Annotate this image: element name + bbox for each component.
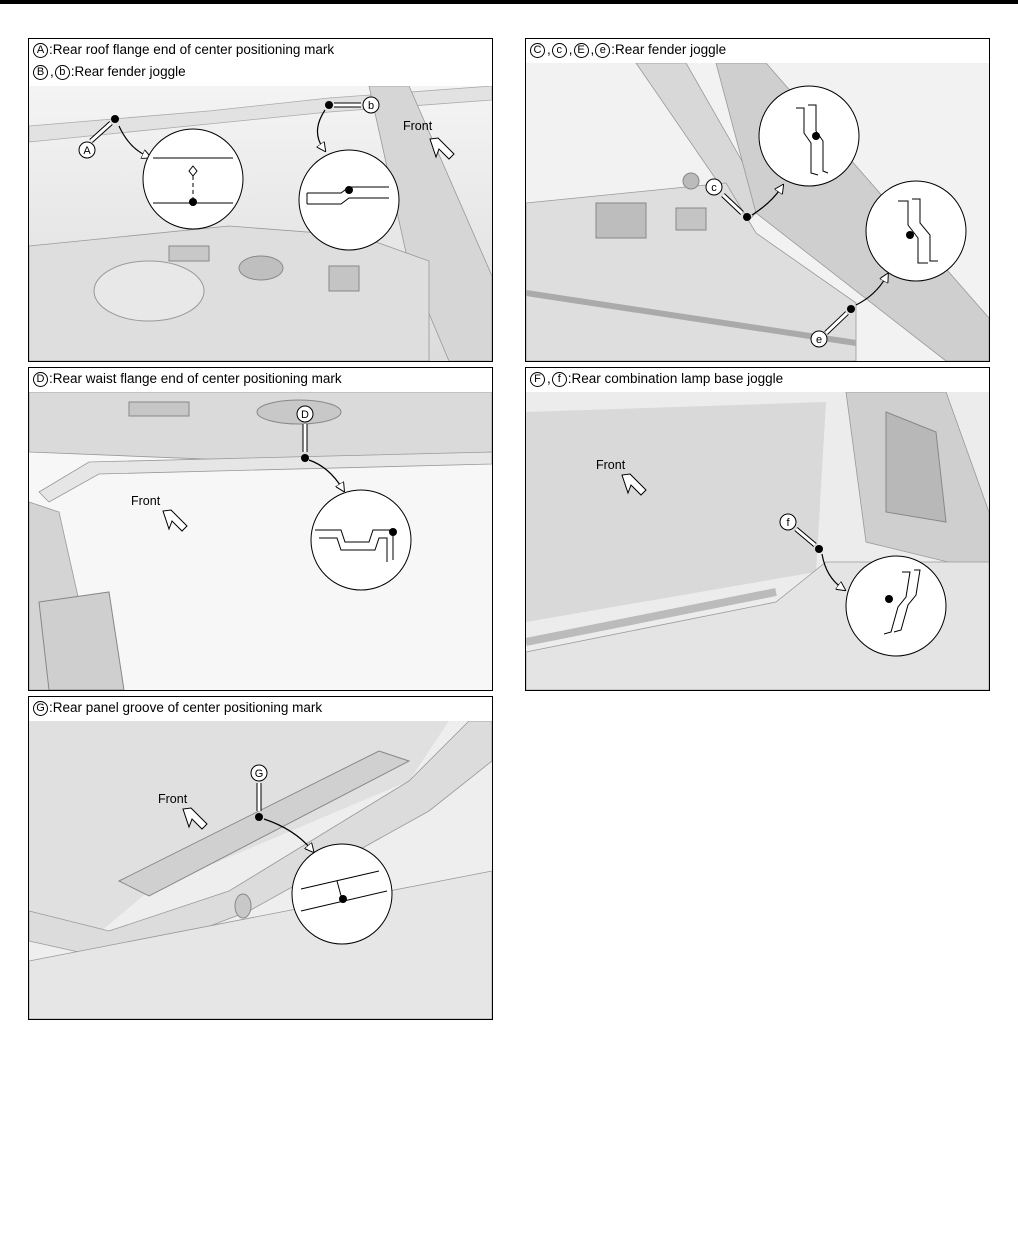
- marker-f-upper: F: [530, 372, 545, 387]
- callout-f-label: f: [786, 517, 790, 529]
- marker-g: G: [33, 701, 48, 716]
- figure-panel-g: [28, 696, 493, 1020]
- callout-g-label: G: [254, 768, 264, 780]
- figure-panel-a: [28, 38, 493, 362]
- front-label-g: Front: [158, 792, 188, 806]
- photo-lamp-base: [526, 392, 989, 690]
- marker-e-upper: E: [574, 43, 589, 58]
- caption-text-b: :Rear fender joggle: [70, 64, 186, 79]
- caption-text-c: :Rear fender joggle: [611, 42, 727, 57]
- caption-text-a: :Rear roof flange end of center positioning mark: [49, 42, 335, 57]
- marker-b-lower: b: [55, 65, 70, 80]
- caption-line-g: [33, 699, 322, 717]
- caption-line-d: [33, 370, 342, 388]
- marker-c-upper: C: [530, 43, 545, 58]
- caption-line-b: B , b :Rear fender joggle: [33, 63, 186, 81]
- photo-rear-fender: [526, 63, 989, 361]
- marker-c-lower: c: [552, 43, 567, 58]
- figure-panel-f: [525, 367, 990, 691]
- caption-text-f: :Rear combination lamp base joggle: [567, 371, 784, 386]
- photo-rear-panel: [29, 721, 492, 1019]
- callout-d-label: D: [301, 409, 309, 421]
- photo-rear-roof: [29, 86, 492, 361]
- caption-line-f: F , f :Rear combination lamp base joggle: [530, 370, 783, 388]
- figure-panel-c: [525, 38, 990, 362]
- page-top-rule: [0, 0, 1018, 4]
- caption-text-g: :Rear panel groove of center positioning mark: [49, 700, 323, 715]
- callout-c-label: c: [711, 182, 717, 194]
- callout-e-label: e: [815, 334, 823, 346]
- marker-b-upper: B: [33, 65, 48, 80]
- marker-a: A: [33, 43, 48, 58]
- caption-text-d: :Rear waist flange end of center positioning mark: [49, 371, 342, 386]
- callout-a-label: A: [83, 145, 91, 157]
- marker-f-lower: f: [552, 372, 567, 387]
- marker-e-lower: e: [595, 43, 610, 58]
- caption-line-c: C , c , E , e :Rear fender joggle: [530, 41, 726, 59]
- front-label-d: Front: [131, 494, 161, 508]
- callout-b-label: b: [367, 100, 375, 112]
- photo-rear-waist: [29, 392, 492, 690]
- figure-panel-d: [28, 367, 493, 691]
- caption-line-a: [33, 41, 334, 59]
- marker-d: D: [33, 372, 48, 387]
- front-label-a: Front: [403, 119, 433, 133]
- front-label-f: Front: [596, 458, 626, 472]
